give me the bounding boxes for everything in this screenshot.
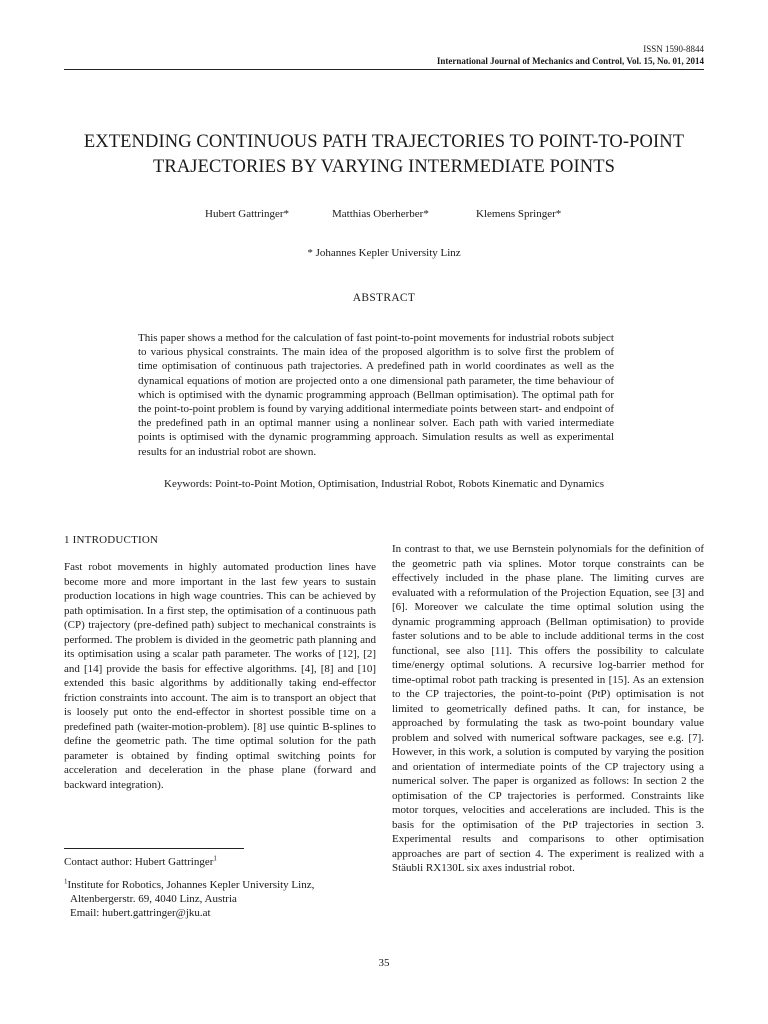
section-heading-introduction: 1 INTRODUCTION <box>64 534 159 546</box>
footnote-institute: Institute for Robotics, Johannes Kepler University Linz, <box>67 879 315 891</box>
page-number: 35 <box>378 957 390 969</box>
author-3: Klemens Springer* <box>476 208 562 220</box>
author-footnote <box>64 878 384 920</box>
introduction-left-column: Fast robot movements in highly automated production lines have become more and more important in the last few years to sustain production locations in high wage countries. This can be achieved by path optimisation. In a first step, the optimisation of a continuous path (CP) trajectory (pre-defined path) subject to mechanical constraints is performed. The problem is divided in the geometric path planning and its optimisation using a scalar path parameter. The works of [12], [2] and [14] provide the basis for effective algorithms. [4], [8] and [10] extended this basic algorithms by additionally taking end-effector friction constraints into account. The aim is to transport an object that is loosely put onto the end-effector in shortest possible time on a predefined path (waiter-motion-problem). [8] use quintic B-splines to define the geometric path. The time optimal solution for the path parameter is obtained by finding optimal switching points for acceleration and deceleration in the phase plane (forward and backward integration). <box>64 561 376 791</box>
keywords: Keywords: Point-to-Point Motion, Optimisation, Industrial Robot, Robots Kinematic and Dynamics <box>164 478 604 490</box>
abstract-heading: ABSTRACT <box>352 292 416 304</box>
footnote-address: Altenbergerstr. 69, 4040 Linz, Austria <box>70 893 237 905</box>
author-2: Matthias Oberherber* <box>332 208 429 220</box>
contact-author <box>64 856 217 868</box>
journal-header: International Journal of Mechanics and Control, Vol. 15, No. 01, 2014 <box>436 56 704 66</box>
footnote-email: Email: hubert.gattringer@jku.at <box>70 907 211 919</box>
footnote-rule <box>64 848 244 849</box>
contact-footnote-mark: 1 <box>213 854 217 863</box>
header-rule <box>64 69 704 70</box>
footnote-mark: 1 <box>64 877 68 886</box>
issn-header: ISSN 1590-8844 <box>643 44 704 54</box>
affiliation: * Johannes Kepler University Linz <box>307 247 461 259</box>
author-1: Hubert Gattringer* <box>205 208 289 220</box>
contact-author-label: Contact author: Hubert Gattringer <box>64 856 214 868</box>
paper-title: EXTENDING CONTINUOUS PATH TRAJECTORIES TO POINT-TO-POINT TRAJECTORIES BY VARYING INTERMEDIATE POINTS <box>83 132 685 177</box>
abstract-text: This paper shows a method for the calculation of fast point-to-point movements for industrial robots subject to various physical constraints. The main idea of the proposed algorithm is to solve first the problem of time optimisation of continuous path trajectories. A predefined path in world coordinates as well as the dynamical equations of motion are projected onto a one dimensional path parameter, the time behaviour of which is optimised with the dynamic programming approach (Bellman optimisation). The optimal path for the point-to-point problem is found by varying additional intermediate points between start- and endpoint of the predefined path in an optimal manner using a nonlinear solver. Each path with varied intermediate points is optimised with the dynamic programming approach. Simulation results as well as experimental results for an industrial robot are shown. <box>138 332 614 458</box>
introduction-right-column: In contrast to that, we use Bernstein polynomials for the definition of the geometric path via splines. Motor torque constraints can be effectively included in the phase plane. The limiting curves are evaluated with a reformulation of the Projection Equation, see [3] and [6]. Moreover we calculate the time optimal solution using the dynamic programming approach (Bellman optimisation) to provide faster solutions and to be able to include additional terms in the cost functional, see also [11]. This offers the possibility to calculate time/energy optimal solutions. A recursive log-barrier method for time-optimal robot path tracking is presented in [15]. As an extension to the CP trajectories, the point-to-point (PtP) optimisation is not limited to geometrically defined paths. It can, for instance, be approached by formulating the task as two-point boundary value problem and solved with numerical software packages, see e.g. [7]. However, in this work, a solution is computed by varying the position and orientation of intermediate points of the CP trajectory using a numerical solver. The paper is organized as follows: In section 2 the optimisation of the CP trajectories is performed. Constraints like motor torques, velocities and accelerations are included. This is the basis for the optimisation of the PtP trajectories in section 3. Experimental results and comparisons to other optimisation approaches are part of section 4. The experiment is realized with a Stäubli RX130L six axes industrial robot. <box>392 543 704 874</box>
